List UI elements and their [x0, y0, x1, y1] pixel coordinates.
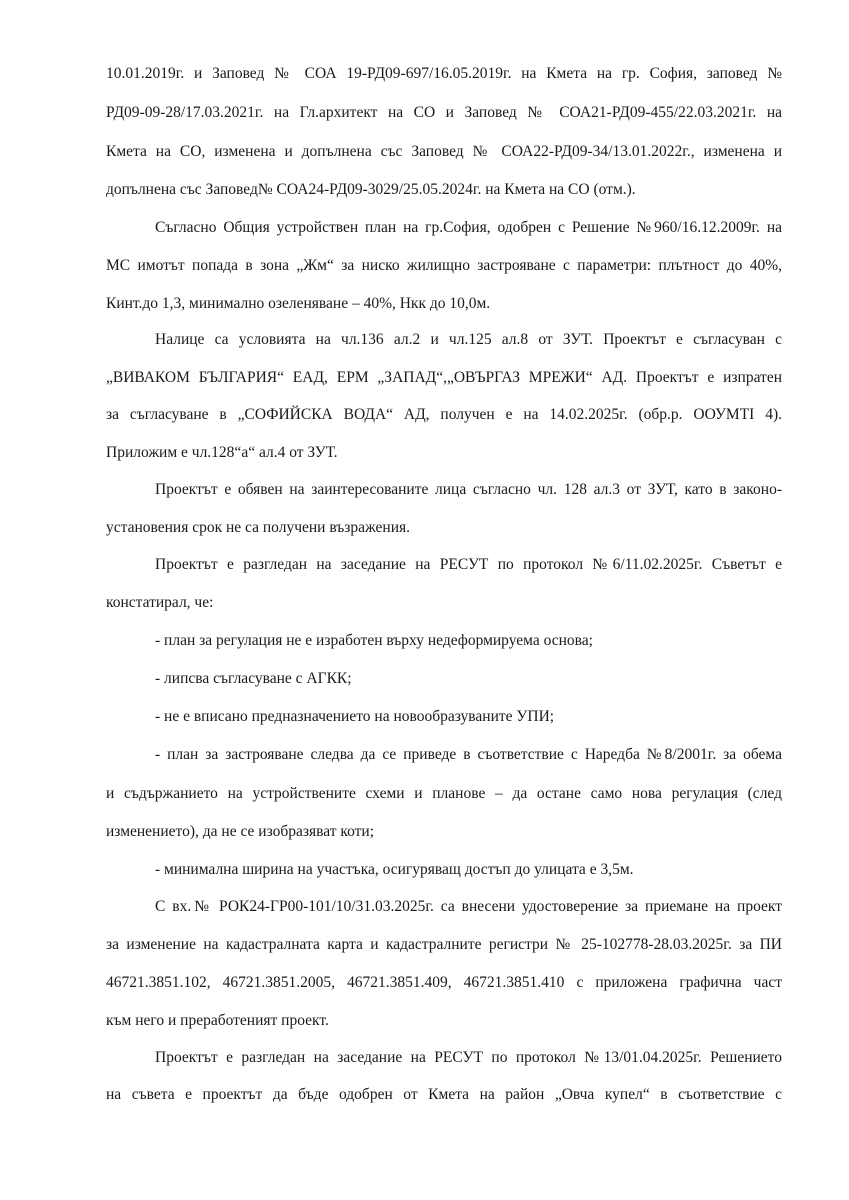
text-line: Налице са условията на чл.136 ал.2 и чл.125 ал.8 от ЗУТ. Проектът е съгласуван с — [155, 331, 782, 348]
text-line: Проектът е разгледан на заседание на РЕСУТ по протокол №6/11.02.2025г. Съветът е — [155, 556, 782, 573]
text-line: и съдържанието на устройствените схеми и планове – да остане само нова регулация (след — [106, 785, 782, 802]
text-line: допълнена със Заповед№ СОА24-РД09-3029/25.05.2024г. на Кмета на СО (отм.). — [106, 181, 636, 198]
text-line: изменението), да не се изобразяват коти; — [106, 823, 375, 840]
text-line: Кмета на СО, изменена и допълнена със Заповед № СОА22-РД09-34/13.01.2022г., изменена и — [106, 143, 782, 160]
list-item: - план за застрояване следва да се приведе в съответствие с Наредба №8/2001г. за обема — [155, 746, 782, 763]
list-item: - липсва съгласуване с АГКК; — [155, 670, 352, 687]
list-item: - минимална ширина на участъка, осигуряващ достъп до улицата е 3,5м. — [155, 861, 634, 878]
text-line: Кинт.до 1,3, минимално озеленяване – 40%, Нкк до 10,0м. — [106, 295, 491, 312]
text-line: Съгласно Общия устройствен план на гр.София, одобрен с Решение №960/16.12.2009г. на — [155, 219, 782, 236]
list-item: - не е вписано предназначението на новообразуваните УПИ; — [155, 708, 555, 725]
text-line: на съвета е проектът да бъде одобрен от Кмета на район „Овча купел“ в съответствие с — [106, 1086, 782, 1103]
list-item: - план за регулация не е изработен върху недеформируема основа; — [155, 632, 593, 649]
text-line: РД09-09-28/17.03.2021г. на Гл.архитект на СО и Заповед № СОА21-РД09-455/22.03.2021г. на — [106, 104, 782, 121]
text-line: 10.01.2019г. и Заповед № СОА 19-РД09-697/16.05.2019г. на Кмета на гр. София, заповед № — [106, 65, 782, 82]
text-line: за съгласуване в „СОФИЙСКА ВОДА“ АД, получен е на 14.02.2025г. (обр.р. ООУМТI 4). — [106, 406, 782, 423]
text-line: Проектът е обявен на заинтересованите лица съгласно чл. 128 ал.3 от ЗУТ, като в законо- — [155, 481, 782, 498]
text-line: Приложим е чл.128“а“ ал.4 от ЗУТ. — [106, 444, 338, 461]
text-line: „ВИВАКОМ БЪЛГАРИЯ“ ЕАД, ЕРМ „ЗАПАД“,„ОВЪРГАЗ МРЕЖИ“ АД. Проектът е изпратен — [106, 369, 782, 386]
text-line: МС имотът попада в зона „Жм“ за ниско жилищно застрояване с параметри: плътност до 40%, — [106, 257, 782, 274]
text-line: за изменение на кадастралната карта и кадастралните регистри № 25-102778-28.03.2025г. за ПИ — [106, 936, 782, 953]
text-line: установения срок не са получени възражения. — [106, 519, 411, 536]
text-line: констатирал, че: — [106, 594, 214, 611]
text-line: С вх.№ РОК24-ГР00-101/10/31.03.2025г. са внесени удостоверение за приемане на проект — [155, 898, 782, 915]
text-line: към него и преработеният проект. — [106, 1012, 329, 1029]
text-line: 46721.3851.102, 46721.3851.2005, 46721.3851.409, 46721.3851.410 с приложена графична част — [106, 974, 782, 991]
text-line: Проектът е разгледан на заседание на РЕСУТ по протокол №13/01.04.2025г. Решението — [155, 1049, 782, 1066]
